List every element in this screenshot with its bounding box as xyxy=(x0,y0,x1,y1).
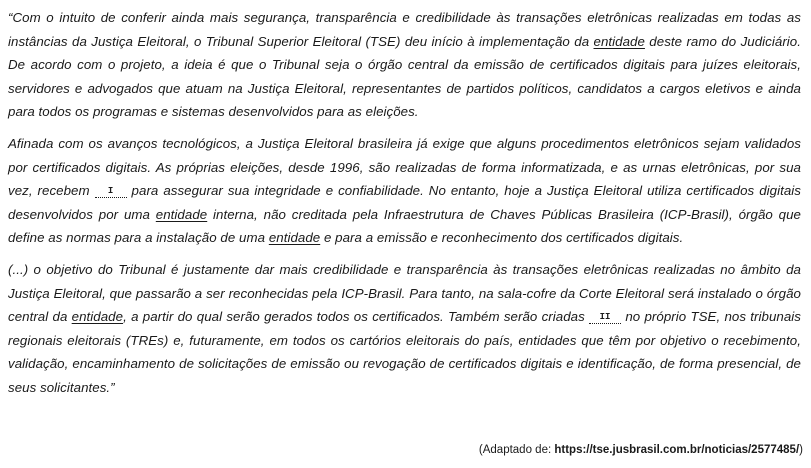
source-citation xyxy=(479,444,803,456)
paragraph-text: “Com o intuito de conferir ainda mais segurança, transparência e credibilidade às transações eletrônicas realizadas em todas as instâncias da Justiça Eleitoral, o Tribunal Superior Eleitoral (TSE) deu início à implementação da xyxy=(8,10,801,49)
paragraph-2 xyxy=(8,132,801,250)
underlined-term: entidade xyxy=(268,230,321,246)
source-suffix: ) xyxy=(799,444,803,456)
paragraph-text: para assegurar sua integridade e confiabilidade. No entanto, hoje a Justiça Eleitoral utiliza certificados digitais desenvolvidos por uma xyxy=(8,183,801,222)
paragraph-text: , a partir do qual serão gerados todos os certificados. Também serão criadas xyxy=(123,309,590,325)
underlined-term: entidade xyxy=(71,309,124,325)
paragraph-text: interna, não creditada pela Infraestrutura de Chaves Públicas Brasileira (ICP-Brasil), órgão que define as normas para a instalação de uma xyxy=(8,206,801,246)
paragraph-text: deste ramo do Judiciário. De acordo com o projeto, a ideia é que o Tribunal seja o órgão central da emissão de certificados digitais para juízes eleitorais, servidores e advogados que atuam na Justiça Eleitoral, representantes de partidos políticos, candidatos a cargos eletivos e ainda para todos os programas e sistemas desenvolvidos para as eleições. xyxy=(8,33,801,120)
paragraph-text: no próprio TSE, nos tribunais regionais eleitorais (TREs) e, futuramente, em todos os cartórios eleitorais do país, entidades que têm por objetivo o recebimento, validação, encaminhamento de solicitações de emissão ou revogação de certificados digitais e identificação, de forma presencial, de seus solicitantes.” xyxy=(8,309,802,395)
underlined-term: entidade xyxy=(155,206,208,222)
paragraph-1 xyxy=(8,6,801,124)
blank-marker-i: I xyxy=(95,185,127,198)
paragraph-text: e para a emissão e reconhecimento dos certificados digitais. xyxy=(320,230,684,246)
paragraph-text: (...) o objetivo do Tribunal é justamente dar mais credibilidade e transparência às transações eletrônicas realizadas no âmbito da Justiça Eleitoral, que passarão a ser reconhecidas pela ICP-Brasil. Para tanto, na sala-cofre da Corte Eleitoral será instalado o órgão central da xyxy=(8,261,801,325)
paragraph-3 xyxy=(8,258,801,400)
document-body xyxy=(8,6,801,408)
paragraph-text: Afinada com os avanços tecnológicos, a Justiça Eleitoral brasileira já exige que alguns procedimentos eletrônicos sejam validados por certificados digitais. As próprias eleições, desde 1996, são realizadas de forma informatizada, e as urnas eletrônicas, por sua vez, recebem xyxy=(8,135,801,199)
source-url: https://tse.jusbrasil.com.br/noticias/2577485/ xyxy=(554,444,800,456)
underlined-term: entidade xyxy=(593,33,645,49)
source-prefix: (Adaptado de: xyxy=(478,444,555,456)
blank-marker-ii: II xyxy=(589,311,621,324)
